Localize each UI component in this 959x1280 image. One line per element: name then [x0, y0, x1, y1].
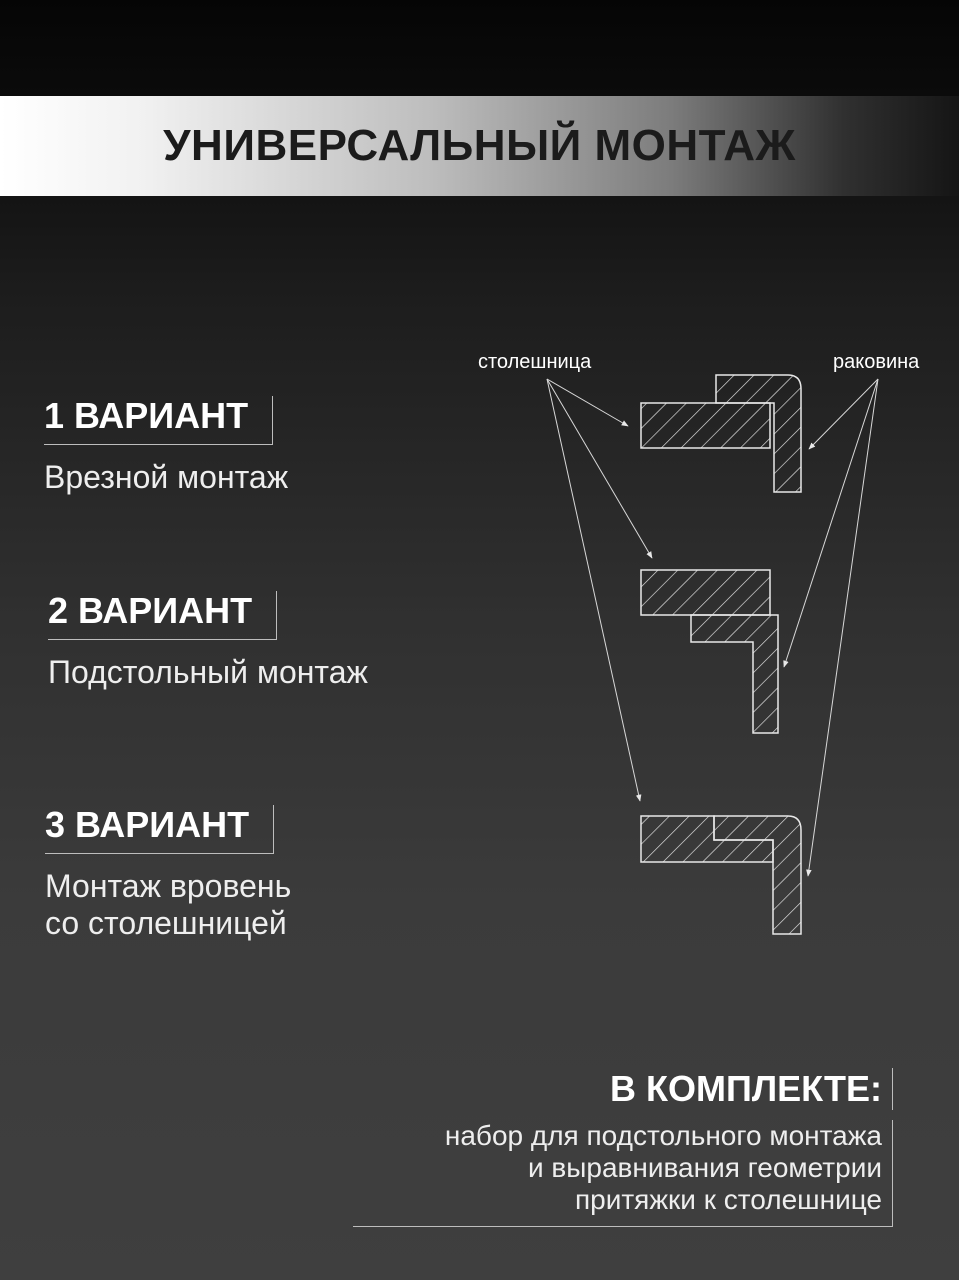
- diagram-variant-3: [641, 816, 801, 934]
- label-sink: раковина: [833, 351, 920, 373]
- variant-2-description: Подстольный монтаж: [48, 654, 368, 690]
- diagram-variant-1: [641, 375, 801, 492]
- leader-countertop-3: [547, 379, 640, 801]
- countertop-leaders: [547, 379, 652, 801]
- kit-line-2: и выравнивания геометрии: [527, 1152, 882, 1183]
- variant-3-description-line-2: со столешницей: [45, 905, 287, 941]
- diagram-variant-2: [641, 570, 778, 733]
- leader-sink-3: [808, 379, 878, 876]
- leader-countertop-2: [547, 379, 652, 558]
- kit-title: В КОМПЛЕКТЕ:: [610, 1068, 893, 1110]
- countertop-section-1: [641, 403, 770, 448]
- label-countertop: столешница: [478, 351, 592, 373]
- kit-contents: [353, 1120, 893, 1227]
- sink-section-3: [714, 816, 801, 934]
- kit-line-3: притяжки к столешнице: [574, 1184, 882, 1215]
- variant-3-heading: 3 ВАРИАНТ: [45, 805, 274, 854]
- variant-2-heading: 2 ВАРИАНТ: [48, 591, 277, 640]
- kit-section: [353, 1068, 893, 1227]
- variant-1-description: Врезной монтаж: [44, 459, 289, 495]
- sink-section-2: [691, 615, 778, 733]
- kit-line-1: набор для подстольного монтажа: [444, 1120, 882, 1151]
- variant-1-heading: 1 ВАРИАНТ: [44, 396, 273, 445]
- countertop-section-2: [641, 570, 770, 615]
- leader-countertop-1: [547, 379, 628, 426]
- leader-sink-1: [809, 379, 878, 449]
- page-title: УНИВЕРСАЛЬНЫЙ МОНТАЖ: [163, 121, 796, 170]
- variant-3-description-line-1: Монтаж вровень: [45, 868, 292, 904]
